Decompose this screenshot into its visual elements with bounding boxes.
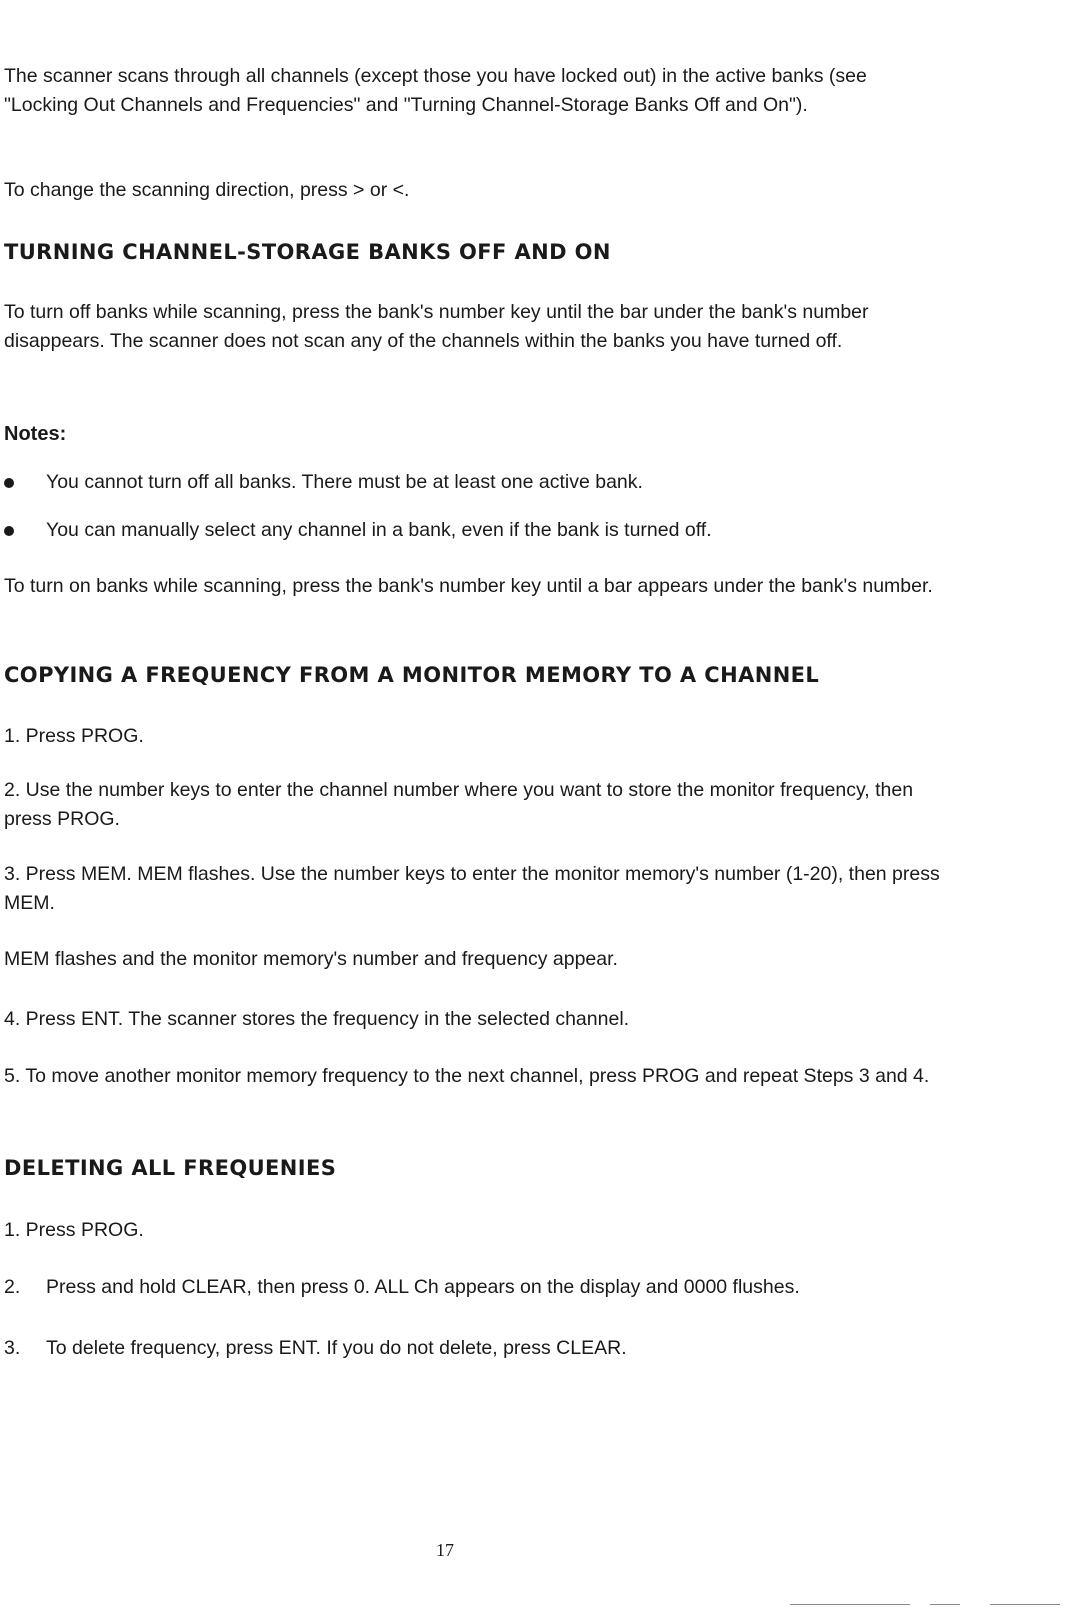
note-text: You cannot turn off all banks. There must be at least one active bank. (46, 471, 643, 493)
copy-step-4: 4. Press ENT. The scanner stores the frequency in the selected channel. (4, 1008, 630, 1030)
scan-direction-paragraph: To change the scanning direction, press > or <. (4, 179, 410, 201)
copy-step-3-note: MEM flashes and the monitor memory's number and frequency appear. (4, 948, 618, 970)
banks-off-paragraph: To turn off banks while scanning, press the bank's number key until the bar under the bank's number disappears. The scanner does not scan any of the channels within the banks you have turned off. (4, 301, 869, 352)
step-number: 2. (4, 1276, 21, 1298)
section-heading-copy: COPYING A FREQUENCY FROM A MONITOR MEMORY TO A CHANNEL (4, 663, 820, 687)
scan-artifact-line (990, 1604, 1060, 1605)
scan-artifact-line (790, 1604, 910, 1605)
intro-paragraph: The scanner scans through all channels (except those you have locked out) in the active banks (see "Locking Out Channels and Frequencies" and "Turning Channel-Storage Banks Off and On"). (4, 65, 867, 116)
copy-step-5: 5. To move another monitor memory frequency to the next channel, press PROG and repeat Steps 3 and 4. (4, 1065, 930, 1087)
bullet-icon (4, 478, 14, 488)
step-text: To delete frequency, press ENT. If you do not delete, press CLEAR. (46, 1337, 627, 1359)
note-item (4, 468, 944, 497)
notes-label: Notes: (4, 423, 67, 445)
banks-on-paragraph: To turn on banks while scanning, press the bank's number key until a bar appears under the bank's number. (4, 575, 933, 597)
copy-step-1: 1. Press PROG. (4, 725, 144, 747)
page-number: 17 (436, 1540, 454, 1560)
section-heading-banks: TURNING CHANNEL-STORAGE BANKS OFF AND ON (4, 240, 611, 264)
copy-step-2: 2. Use the number keys to enter the channel number where you want to store the monitor frequency, then press PROG. (4, 779, 914, 830)
step-number: 3. (4, 1337, 21, 1359)
note-text: You can manually select any channel in a bank, even if the bank is turned off. (46, 519, 712, 541)
step-text: Press and hold CLEAR, then press 0. ALL Ch appears on the display and 0000 flushes. (46, 1276, 800, 1298)
bullet-icon (4, 526, 14, 536)
copy-step-3: 3. Press MEM. MEM flashes. Use the number keys to enter the monitor memory's number (1-20), then press MEM. (4, 863, 940, 914)
section-heading-delete: DELETING ALL FREQUENIES (4, 1156, 337, 1180)
scan-artifact-line (930, 1604, 960, 1605)
delete-step-1: 1. Press PROG. (4, 1219, 144, 1241)
note-item (4, 516, 944, 545)
delete-step (4, 1334, 944, 1363)
delete-step (4, 1273, 944, 1302)
